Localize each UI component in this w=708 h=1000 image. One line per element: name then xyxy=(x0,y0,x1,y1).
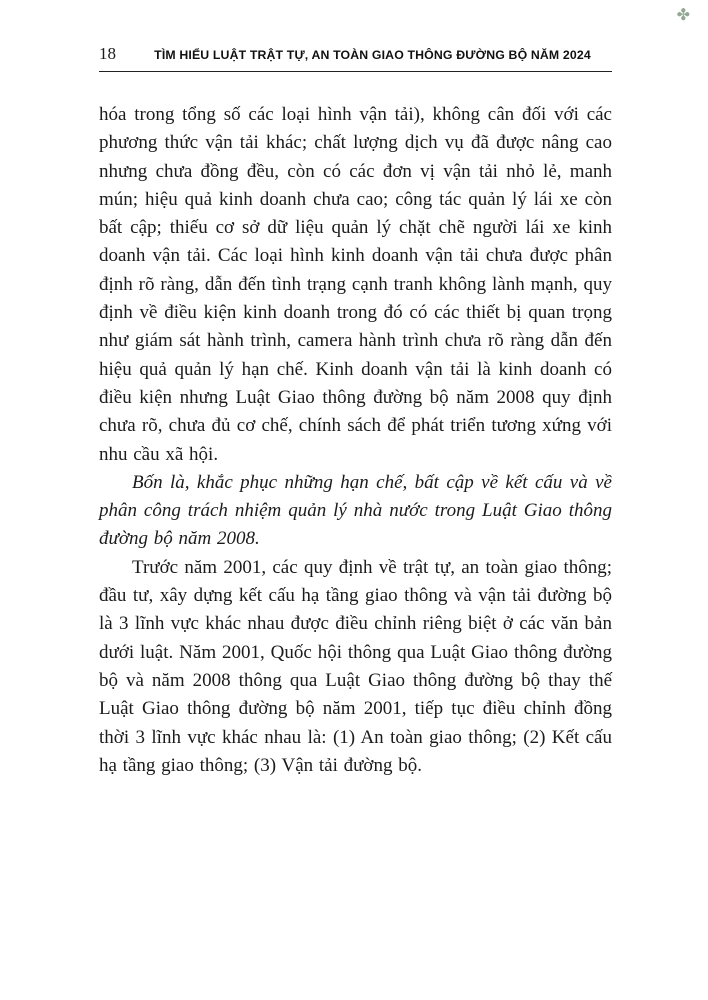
header-rule xyxy=(99,71,612,72)
page-body xyxy=(99,101,612,780)
page-number: 18 xyxy=(99,44,116,63)
paragraph-body: Trước năm 2001, các quy định về trật tự, an toàn giao thông; đầu tư, xây dựng kết cấu hạ tầng giao thông và vận tải đường bộ là 3 lĩnh vực khác nhau được điều chỉnh riêng biệt ở các văn bản dưới luật. Năm 2001, Quốc hội thông qua Luật Giao thông đường bộ và năm 2008 thông qua Luật Giao thông đường bộ thay thế Luật Giao thông đường bộ năm 2001, tiếp tục điều chỉnh đồng thời 3 lĩnh vực khác nhau là: (1) An toàn giao thông; (2) Kết cấu hạ tầng giao thông; (3) Vận tải đường bộ. xyxy=(99,556,612,776)
running-title: TÌM HIỂU LUẬT TRẬT TỰ, AN TOÀN GIAO THÔNG ĐƯỜNG BỘ NĂM 2024 xyxy=(154,48,591,62)
paragraph-italic-heading: Bốn là, khắc phục những hạn chế, bất cập về kết cấu và về phân công trách nhiệm quản lý nhà nước trong Luật Giao thông đường bộ năm 2008. xyxy=(99,471,612,550)
flower-icon: ✤ xyxy=(676,7,690,24)
page-header xyxy=(99,44,612,64)
paragraph-continuation: hóa trong tổng số các loại hình vận tải), không cân đối với các phương thức vận tải khác; chất lượng dịch vụ đã được nâng cao nhưng chưa đồng đều, còn có các đơn vị vận tải nhỏ lẻ, manh mún; hiệu quả kinh doanh chưa cao; công tác quản lý lái xe còn bất cập; thiếu cơ sở dữ liệu quản lý chặt chẽ người lái xe kinh doanh vận tải. Các loại hình kinh doanh vận tải chưa được phân định rõ ràng, dẫn đến tình trạng cạnh tranh không lành mạnh, quy định về điều kiện kinh doanh trong đó có các thiết bị quan trọng như giám sát hành trình, camera hành trình chưa rõ ràng dẫn đến hiệu quả quản lý hạn chế. Kinh doanh vận tải là kinh doanh có điều kiện nhưng Luật Giao thông đường bộ năm 2008 quy định chưa rõ, chưa đủ cơ chế, chính sách để phát triển tương xứng với nhu cầu xã hội. xyxy=(99,104,612,465)
